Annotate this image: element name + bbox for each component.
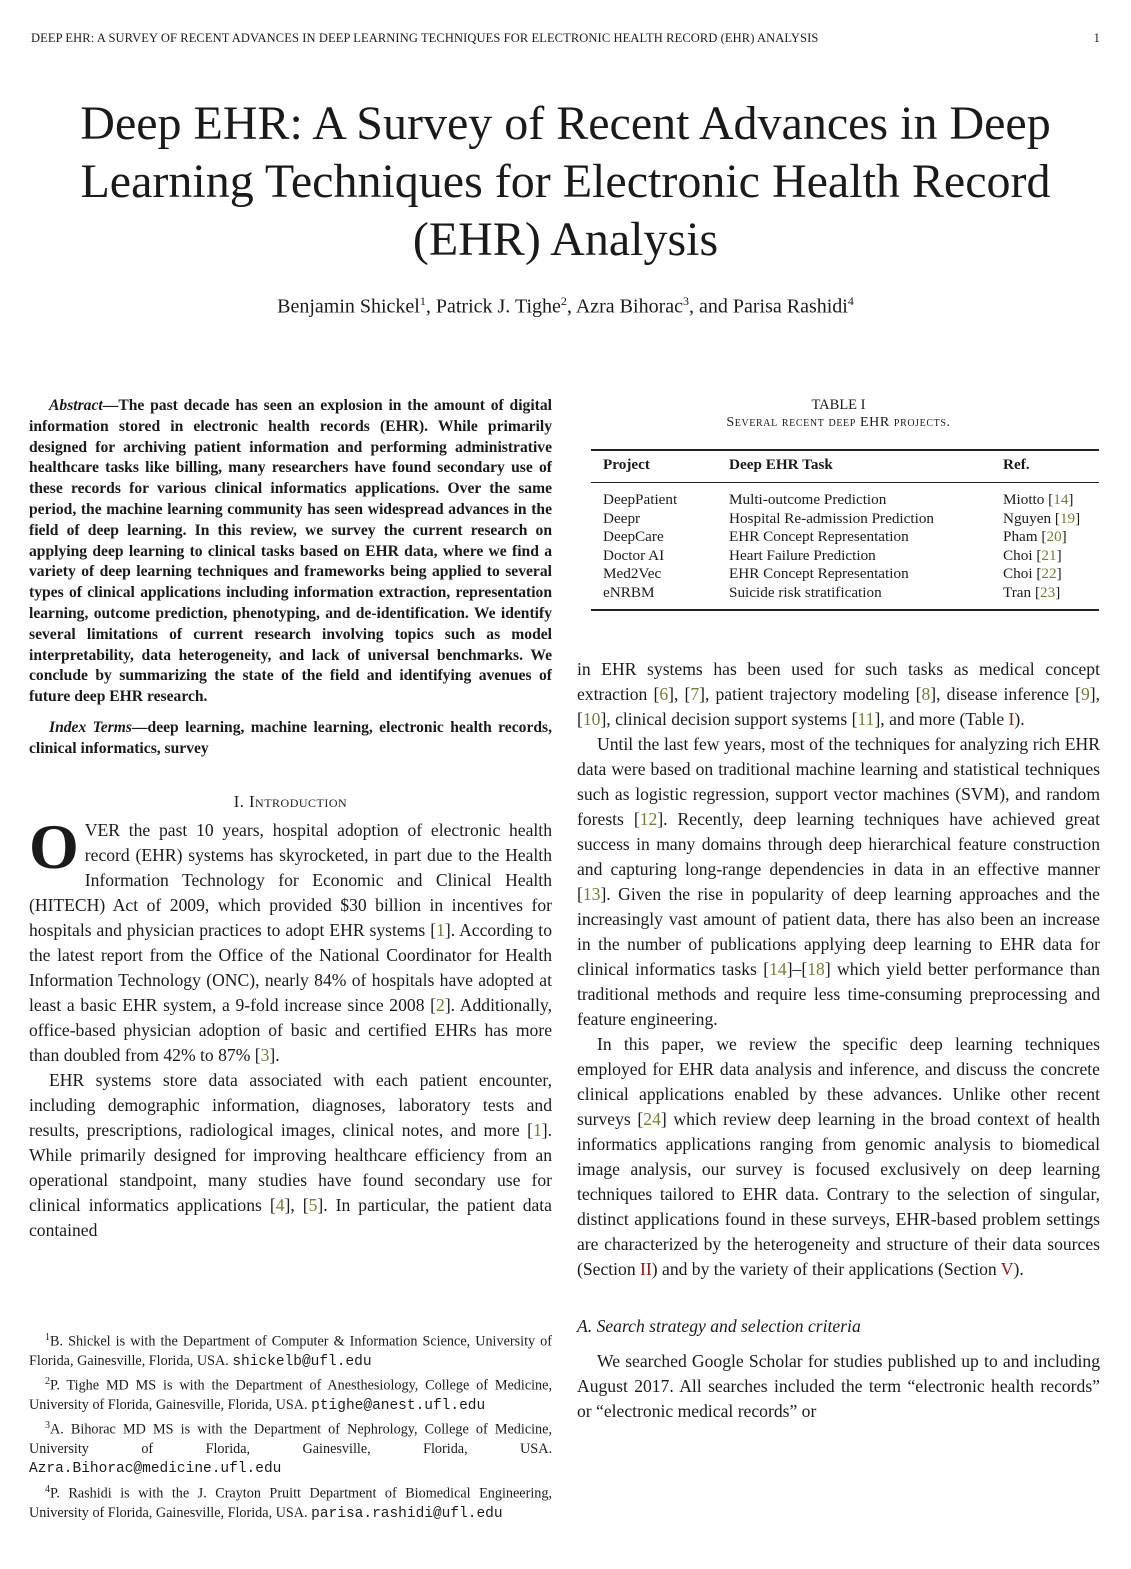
right-column (577, 396, 1100, 1424)
footnote-text: B. Shickel is with the Department of Computer & Information Science, University of Florida, Gainesville, Florida, USA. (29, 1333, 552, 1369)
footnote (29, 1416, 552, 1479)
task-cell: Heart Failure Prediction (729, 546, 876, 564)
table-row (591, 565, 1099, 584)
page-number: 1 (1093, 31, 1100, 45)
text-run: ]. Recently, deep learning techniques have achieved great success in many domains through deep hierarchical feature construction and capturing long-range dependencies in data in an effective manner [ (577, 808, 1100, 904)
text-run: ]–[ (786, 958, 808, 979)
projects-table (591, 449, 1099, 611)
intro-paragraph (29, 810, 552, 1068)
body-paragraph (577, 657, 1100, 732)
running-header (31, 31, 1100, 49)
footnote-mark: 2 (45, 1376, 50, 1388)
project-cell: Deepr (603, 509, 641, 527)
footnote-mark: 1 (45, 1332, 50, 1343)
rc-p1 (577, 659, 1100, 729)
author-email: parisa.rashidi@ufl.edu (311, 1505, 503, 1522)
author-name: Parisa Rashidi (732, 295, 848, 318)
author-affiliation-mark: 3 (682, 294, 689, 308)
project-cell: Doctor AI (603, 546, 665, 564)
title-line: Deep EHR: A Survey of Recent Advances in Deep (80, 97, 1051, 150)
ref-author: Tran (1003, 583, 1032, 601)
drop-cap: O (29, 810, 79, 882)
citation-link[interactable]: 10 (582, 708, 601, 729)
cross-reference-link[interactable]: V (1000, 1258, 1014, 1279)
author-separator: , (566, 295, 576, 318)
citation-link[interactable]: 24 (643, 1108, 661, 1129)
citation-link[interactable]: 12 (639, 808, 658, 829)
cross-reference-link[interactable]: II (640, 1258, 652, 1279)
section-title: Introduction (249, 791, 348, 811)
table-caption: TABLE I (811, 397, 866, 413)
table-subtitle: Several recent deep EHR projects. (726, 415, 951, 430)
citation-link[interactable]: 18 (807, 958, 825, 979)
ref-author: Choi (1003, 546, 1033, 564)
subsection-heading (577, 1316, 1100, 1337)
author-name: Patrick J. Tighe (435, 295, 561, 318)
citation-link[interactable]: 11 (857, 708, 875, 729)
table-row (591, 584, 1099, 610)
task-cell: EHR Concept Representation (729, 565, 909, 583)
text-run: EHR systems store data associated with each patient encounter, including demographic information, diagnoses, laboratory tests and results, prescriptions, radiological images, clinical notes, and more [ (29, 1069, 552, 1140)
running-header-text: DEEP EHR: A SURVEY OF RECENT ADVANCES IN DEEP LEARNING TECHNIQUES FOR ELECTRONIC HEALTH RECORD (EHR) ANALYSIS (31, 31, 819, 45)
ref-cell: Nguyen [19] (1003, 509, 1081, 527)
text-run: In this paper, we review the specific deep learning techniques employed for EHR data analysis and inference, and discuss the concrete clinical applications enabled by these advances. Unlike other recent surveys [ (577, 1033, 1100, 1129)
footnote-mark: 3 (45, 1420, 50, 1432)
footnote (29, 1372, 552, 1416)
author-email: shickelb@ufl.edu (232, 1353, 372, 1370)
citation-link[interactable]: 14 (1053, 491, 1069, 508)
intro-paragraph (29, 1068, 552, 1243)
task-cell: Suicide risk stratification (717, 584, 991, 610)
text-run: ], patient trajectory modeling [ (699, 683, 922, 704)
ref-cell: Miotto [14] (1003, 491, 1074, 508)
footnote-text: P. Rashidi is with the J. Crayton Pruitt Department of Biomedical Engineering, University of Florida, Gainesville, Florida, USA. (29, 1485, 552, 1521)
table-row (591, 547, 1099, 566)
ref-cell: Tran [23] (991, 584, 1099, 610)
text-run: We searched Google Scholar for studies published up to and including August 2017. All searches included the term “electronic health records” or “electronic medical records” or (577, 1350, 1100, 1421)
body-paragraph (577, 1032, 1100, 1282)
rc-p2 (577, 734, 1100, 1029)
citation-link[interactable]: 19 (1059, 509, 1076, 527)
author-email: ptighe@anest.ufl.edu (311, 1398, 486, 1415)
text-run: ] which review deep learning in the broad context of health informatics applications ranging from genomic analysis to biomedical image analysis, our survey is focused exclusively on deep learning techniques tailored to EHR data. Contrary to the selection of singular, distinct applications found in these surveys, EHR-based problem settings are characterized by the heterogeneity and structure of their data sources (Section (577, 1108, 1100, 1279)
rc-p4 (577, 1351, 1100, 1421)
table-header: Ref. (991, 450, 1099, 483)
citation-link[interactable]: 5 (308, 1194, 318, 1215)
table-row (591, 510, 1099, 529)
intro-p2 (29, 1070, 552, 1240)
text-run: ], clinical decision support systems [ (600, 708, 858, 729)
text-run: ], [ (668, 683, 691, 704)
citation-link[interactable]: 20 (1046, 528, 1062, 546)
subsection-title: Search strategy and selection criteria (596, 1315, 861, 1336)
author-name: Benjamin Shickel (277, 295, 420, 318)
author-affiliation-mark: 1 (419, 294, 426, 308)
footnote-mark: 4 (45, 1483, 50, 1495)
text-run: ], [ (284, 1194, 309, 1215)
ref-author: Miotto (1003, 491, 1045, 508)
table-row (591, 528, 1099, 547)
citation-link[interactable]: 1 (436, 919, 445, 940)
text-run: VER the past 10 years, hospital adoption of electronic health record (EHR) systems has skyrocketed, in part due to the Health Information Technology for Economic and Clinical Health (HITECH) Act of 2009, which provided $30 billion in incentives for hospitals and physician practices to adopt EHR systems [ (29, 819, 552, 940)
intro-p1 (29, 810, 552, 1065)
text-run: ]. While primarily designed for improving healthcare efficiency from an operational standpoint, many studies have found secondary use for clinical informatics applications [ (29, 1119, 552, 1215)
text-run: ). (1013, 1258, 1024, 1279)
table-header-row (591, 450, 1099, 483)
body-paragraph (577, 1349, 1100, 1424)
left-column (29, 396, 552, 1243)
text-run: ]. Additionally, office-based physician adoption of basic and certified EHRs has more than doubled from 42% to 87% [ (29, 994, 552, 1065)
text-run: ], [ (577, 683, 1100, 729)
task-cell: Hospital Re-admission Prediction (729, 509, 935, 527)
project-cell: DeepPatient (603, 491, 678, 508)
author-email: Azra.Bihorac@medicine.ufl.edu (29, 1461, 282, 1478)
text-run: in EHR systems has been used for such tasks as medical concept extraction [ (577, 658, 1100, 704)
citation-link[interactable]: 1 (532, 1119, 542, 1140)
ref-cell: Choi [21] (1003, 546, 1062, 564)
title-line: (EHR) Analysis (412, 213, 719, 266)
citation-link[interactable]: 13 (582, 883, 601, 904)
text-run: ]. (269, 1044, 280, 1065)
rc-p3 (577, 1034, 1100, 1279)
author-list (20, 294, 1111, 319)
author-affiliation-mark: 4 (847, 294, 854, 308)
citation-link[interactable]: 3 (260, 1044, 270, 1065)
ref-author: Choi (1003, 565, 1033, 583)
subsection-label: A. (577, 1315, 593, 1336)
cross-reference-link[interactable]: I (1008, 708, 1015, 729)
author-name: Azra Bihorac (575, 295, 683, 318)
footnote-text: P. Tighe MD MS is with the Department of Anesthesiology, College of Medicine, University of Florida, Gainesville, Florida, USA. (29, 1377, 552, 1414)
citation-link[interactable]: 21 (1041, 546, 1057, 564)
citation-link[interactable]: 23 (1040, 583, 1056, 601)
text-run: ]. Given the rise in popularity of deep learning approaches and the increasingly vast amount of patient data, there has also been an increase in the number of publications applying deep learning to EHR data for clinical informatics tasks [ (577, 883, 1100, 979)
footnote (29, 1328, 552, 1372)
ref-author: Pham (1003, 528, 1038, 546)
section-number: I. (233, 791, 245, 811)
task-cell: EHR Concept Representation (729, 528, 909, 546)
table-header: Project (591, 450, 717, 483)
footnote (29, 1480, 552, 1524)
task-cell: Multi-outcome Prediction (729, 491, 887, 508)
project-cell: Med2Vec (603, 565, 662, 583)
project-cell: eNRBM (591, 584, 717, 610)
citation-link[interactable]: 22 (1041, 565, 1057, 583)
text-run: ], and more (Table (874, 708, 1009, 729)
text-run: ). (1014, 708, 1025, 729)
text-run: ], disease inference [ (930, 683, 1081, 704)
table-row (591, 483, 1099, 510)
text-run: ) and by the variety of their applications (Section (651, 1258, 1001, 1279)
citation-link[interactable]: 9 (1080, 683, 1090, 704)
abstract-text: —The past decade has seen an explosion in the amount of digital information stored in electronic health records (EHR). While primarily designed for archiving patient information and performing administrative healthcare tasks like billing, many researchers have found secondary use of these records for various clinical informatics applications. Over the same period, the machine learning community has seen widespread advances in the field of deep learning. In this review, we survey the current research on applying deep learning to clinical tasks based on EHR data, where we find a variety of deep learning techniques and frameworks being applied to several types of clinical applications including information extraction, representation learning, outcome prediction, phenotyping, and de-identification. We identify several limitations of current research involving topics such as model interpretability, data heterogeneity, and lack of universal benchmarks. We conclude by summarizing the state of the field and identifying avenues of future deep EHR research. (29, 397, 552, 706)
body-paragraph (577, 732, 1100, 1032)
text-run: ]. In particular, the patient data contained (29, 1194, 552, 1240)
author-separator: , (425, 295, 436, 318)
ref-author: Nguyen (1003, 509, 1052, 527)
ref-cell: Choi [22] (1003, 565, 1062, 583)
index-terms-label: Index Terms (49, 718, 132, 736)
abstract-label: Abstract (49, 397, 103, 414)
title-line: Learning Techniques for Electronic Health Record (80, 155, 1051, 208)
citation-link[interactable]: 2 (436, 994, 445, 1015)
footnotes (29, 1328, 552, 1524)
index-terms (29, 718, 552, 760)
citation-link[interactable]: 8 (921, 683, 931, 704)
text-run: ] which yield better performance than traditional methods and require less time-consuming preprocessing and feature engineering. (577, 958, 1100, 1029)
table-header: Deep EHR Task (717, 450, 991, 483)
author-separator: , and (688, 295, 733, 318)
index-terms-text: —deep learning, machine learning, electronic health records, clinical informatics, survey (29, 718, 553, 757)
citation-link[interactable]: 7 (690, 683, 700, 704)
text-run: ]. According to the latest report from the Office of the National Coordinator for Health Information Technology (ONC), nearly 84% of hospitals have adopted at least a basic EHR system, a 9-fold increase since 2008 [ (29, 919, 552, 1015)
section-heading (29, 792, 552, 812)
footnote-text: A. Bihorac MD MS is with the Department of Nephrology, College of Medicine, University of Florida, Gainesville, Florida, USA. (29, 1422, 552, 1458)
paper-title (20, 95, 1111, 269)
ref-cell: Pham [20] (1003, 528, 1067, 546)
citation-link[interactable]: 6 (659, 683, 669, 704)
citation-link[interactable]: 4 (275, 1194, 285, 1215)
abstract (29, 396, 552, 708)
author-affiliation-mark: 2 (560, 294, 567, 308)
citation-link[interactable]: 14 (769, 958, 787, 979)
text-run: Until the last few years, most of the techniques for analyzing rich EHR data were based on traditional machine learning and statistical techniques such as logistic regression, support vector machines (SVM), and random forests [ (577, 733, 1100, 829)
project-cell: DeepCare (603, 528, 664, 546)
